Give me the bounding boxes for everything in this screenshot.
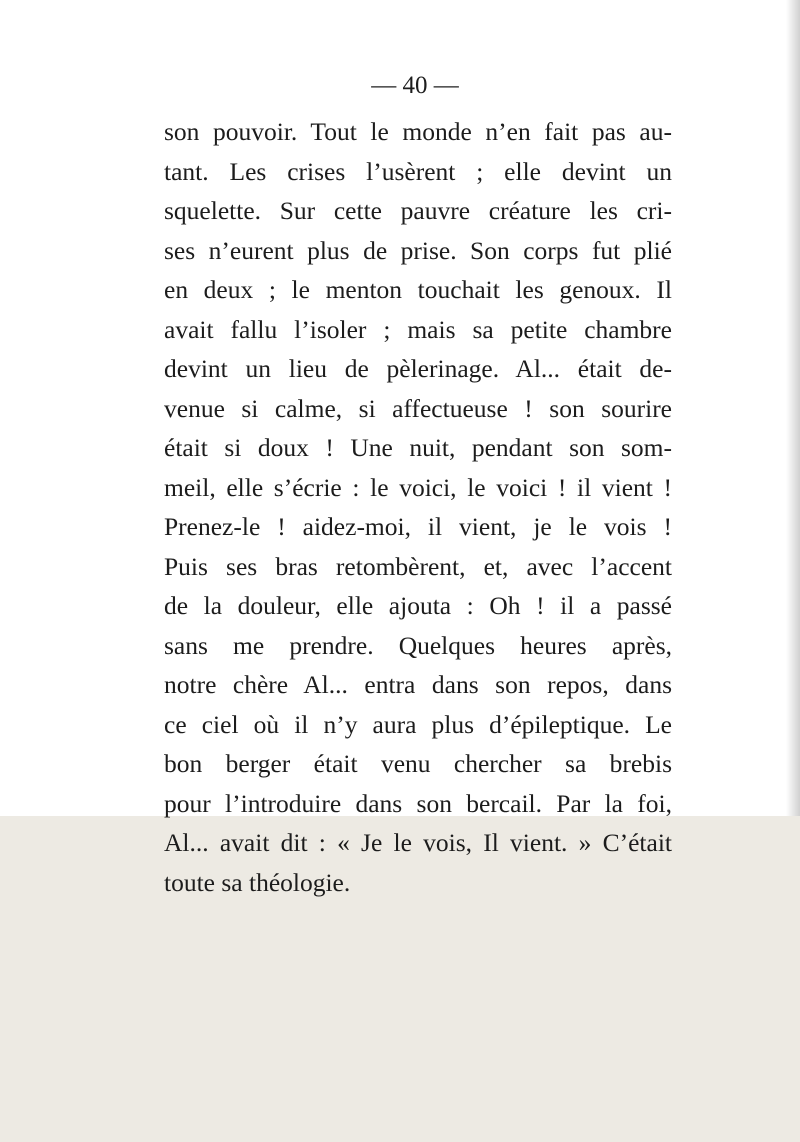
text-line: toute sa théologie. <box>164 867 351 897</box>
text-line: meil, elle s’écrie : le voici, le voici ! il vient ! <box>164 472 672 502</box>
text-line: en deux ; le menton touchait les genoux. Il <box>164 275 672 304</box>
text-line: son pouvoir. Tout le monde n’en fait pas au- <box>164 117 672 146</box>
text-line: notre chère Al... entra dans son repos, dans <box>164 670 672 699</box>
text-line: venue si calme, si affectueuse ! son sourire <box>164 393 672 423</box>
text-line: était si doux ! Une nuit, pendant son som- <box>164 433 672 462</box>
text-line: de la douleur, elle ajouta : Oh ! il a passé <box>164 591 672 620</box>
body-text <box>164 112 672 902</box>
text-line: avait fallu l’isoler ; mais sa petite chambre <box>164 314 672 344</box>
text-line: Al... avait dit : « Je le vois, Il vient. » C’était <box>164 828 672 857</box>
page-edge-shadow <box>786 0 800 816</box>
text-line: bon berger était venu chercher sa brebis <box>164 749 672 778</box>
text-line: sans me prendre. Quelques heures après, <box>164 630 672 660</box>
text-line: devint un lieu de pèlerinage. Al... était de- <box>164 354 672 383</box>
text-line: Prenez-le ! aidez-moi, il vient, je le vois ! <box>164 512 672 541</box>
page-number: — 40 — <box>371 72 459 99</box>
text-line: ses n’eurent plus de prise. Son corps fut plié <box>164 235 672 265</box>
text-line: ce ciel où il n’y aura plus d’épileptique. Le <box>164 709 672 739</box>
text-line: squelette. Sur cette pauvre créature les cri- <box>164 196 672 225</box>
text-line: pour l’introduire dans son bercail. Par la foi, <box>164 788 672 818</box>
text-line: Puis ses bras retombèrent, et, avec l’accent <box>164 551 672 581</box>
text-line: tant. Les crises l’usèrent ; elle devint un <box>164 156 672 186</box>
